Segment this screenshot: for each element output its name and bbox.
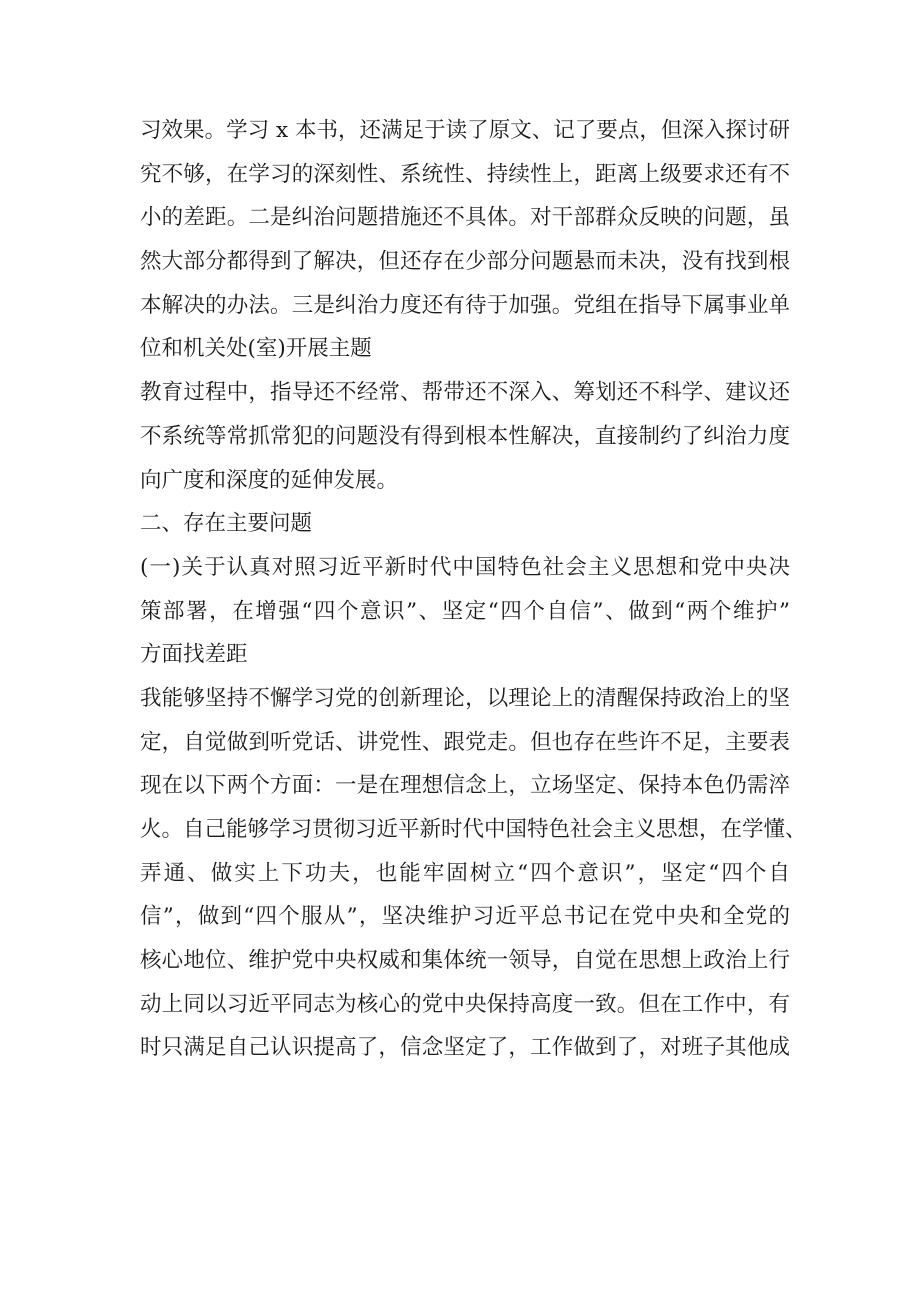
text-line: 教育过程中，指导还不经常、帮带还不深入、筹划还不科学、建议还 xyxy=(140,380,790,406)
text-line: 动上同以习近平同志为核心的党中央保持高度一致。但在工作中，有 xyxy=(140,991,790,1017)
text-line: 小的差距。二是纠治问题措施还不具体。对干部群众反映的问题，虽 xyxy=(140,205,790,231)
text-line: 我能够坚持不懈学习党的创新理论，以理论上的清醒保持政治上的坚 xyxy=(140,685,790,711)
text-line: 火。自己能够学习贯彻习近平新时代中国特色社会主义思想，在学懂、 xyxy=(140,817,807,842)
text-line: 究不够，在学习的深刻性、系统性、持续性上，距离上级要求还有不 xyxy=(140,161,790,187)
text-line: 弄通、做实上下功夫，也能牢固树立“四个意识”，坚定“四个自 xyxy=(140,860,790,886)
subsection-heading: 方面找差距 xyxy=(140,642,248,668)
text-line: 位和机关处(室)开展主题 xyxy=(140,336,372,362)
text-line: 本解决的办法。三是纠治力度还有待于加强。党组在指导下属事业单 xyxy=(140,292,790,318)
text-line: 不系统等常抓常犯的问题没有得到根本性解决，直接制约了纠治力度 xyxy=(140,423,790,449)
text-line: 向广度和深度的延伸发展。 xyxy=(140,467,399,493)
text-line: 信”，做到“四个服从”，坚决维护习近平总书记在党中央和全党的 xyxy=(140,904,790,930)
text-line: 时只满足自己认识提高了，信念坚定了，工作做到了，对班子其他成 xyxy=(140,1035,790,1061)
text-line: 定，自觉做到听党话、讲党性、跟党走。但也存在些许不足，主要表 xyxy=(140,729,790,755)
document-body xyxy=(140,109,807,1070)
text-line: 习效果。学习 x 本书，还满足于读了原文、记了要点，但深入探讨研 xyxy=(140,118,790,143)
text-line: 然大部分都得到了解决，但还存在少部分问题悬而未决，没有找到根 xyxy=(140,249,790,275)
text-line: 现在以下两个方面：一是在理想信念上，立场坚定、保持本色仍需淬 xyxy=(140,773,790,799)
section-heading: 二、存在主要问题 xyxy=(140,511,313,537)
subsection-heading: (一)关于认真对照习近平新时代中国特色社会主义思想和党中央决 xyxy=(140,554,790,580)
text-line: 核心地位、维护党中央权威和集体统一领导，自觉在思想上政治上行 xyxy=(140,948,790,974)
subsection-heading: 策部署，在增强“四个意识”、坚定“四个自信”、做到“两个维护” xyxy=(140,598,790,624)
